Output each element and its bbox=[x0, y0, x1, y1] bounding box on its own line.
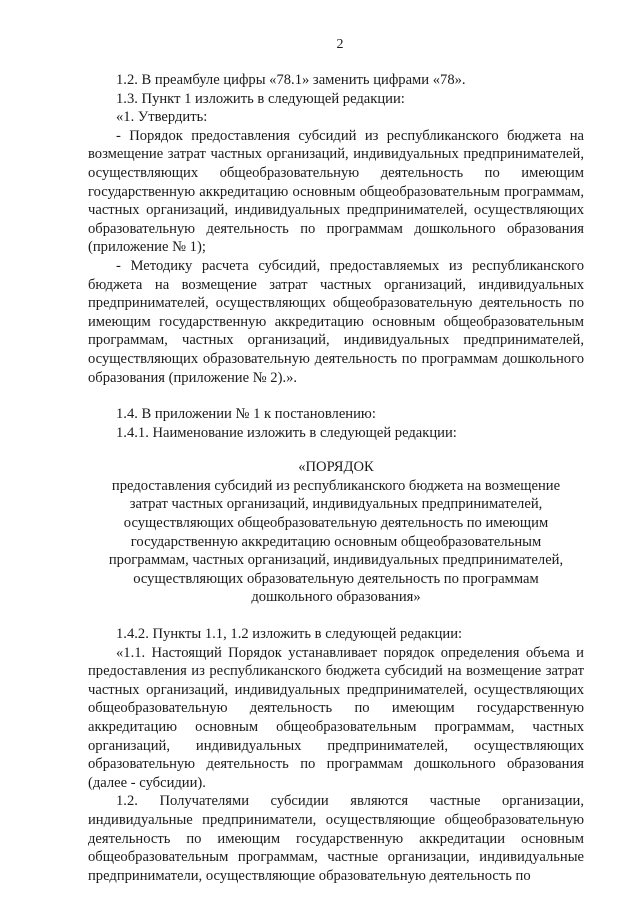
page-number: 2 bbox=[336, 37, 344, 52]
paragraph-clause-1-1: «1.1. Настоящий Порядок устанавливает порядок определения объема и предоставления из республиканского бюджета субсидий на возмещение затрат частных организаций, индивидуальных предпринимателей, осуществляющих общеобразовательную деятельность по имеющим государственную аккредитацию основным общеобразовательным программам, частных организаций, индивидуальных предпринимателей, осуществляющих образовательную деятельность по программам дошкольного образования (далее - субсидии). bbox=[88, 644, 584, 791]
paragraph-clause-1-2: 1.2. Получателями субсидии являются частные организации, индивидуальные предприниматели, осуществляющие общеобразовательную деятельность по имеющим государственную аккредитации основным общеобразовательным программам, частные организации, индивидуальные предприниматели, осуществляющие образовательную деятельность по bbox=[88, 793, 584, 884]
paragraph-1-4-1: 1.4.1. Наименование изложить в следующей редакции: bbox=[116, 424, 457, 441]
amendment-block-middle bbox=[88, 405, 584, 442]
paragraph-1-4: 1.4. В приложении № 1 к постановлению: bbox=[116, 406, 376, 423]
paragraph-1-4-2: 1.4.2. Пункты 1.1, 1.2 изложить в следующей редакции: bbox=[116, 626, 463, 643]
paragraph-methodology-item: - Методику расчета субсидий, предоставляемых из республиканского бюджета на возмещение затрат частных организаций, индивидуальных предпринимателей, осуществляющих общеобразовательную деятельность по имеющим государственную аккредитацию основным общеобразовательным программам, частных организаций, индивидуальных предпринимателей, осуществляющих образовательную деятельность по программам дошкольного образования (приложение № 2).». bbox=[88, 257, 584, 386]
paragraph-procedure-item: - Порядок предоставления субсидий из республиканского бюджета на возмещение затрат частных организаций, индивидуальных предпринимателей, осуществляющих общеобразовательную деятельность по имеющим государственную аккредитацию основным общеобразовательным программам, частных организаций, индивидуальных предпринимателей, осуществляющих образовательную деятельность по программам дошкольного образования (приложение № 1); bbox=[88, 127, 584, 256]
amendment-block-top bbox=[88, 71, 584, 387]
procedure-title-subtitle: предоставления субсидий из республиканского бюджета на возмещение затрат частных организаций, индивидуальных предпринимателей, осуществляющих общеобразовательную деятельность по имеющим государственную аккредитацию основным общеобразовательным программам, частных организаций, индивидуальных предпринимателей, осуществляющих образовательную деятельность по программам дошкольного образования» bbox=[108, 477, 564, 606]
procedure-title bbox=[88, 458, 584, 607]
paragraph-1-2: 1.2. В преамбуле цифры «78.1» заменить цифрами «78». bbox=[116, 72, 466, 88]
paragraph-1-3: 1.3. Пункт 1 изложить в следующей редакции: bbox=[116, 90, 405, 107]
procedure-title-main: «ПОРЯДОК bbox=[298, 459, 374, 476]
paragraph-approve: «1. Утвердить: bbox=[116, 109, 208, 126]
amendment-block-bottom bbox=[88, 625, 584, 885]
spacer bbox=[88, 387, 584, 405]
